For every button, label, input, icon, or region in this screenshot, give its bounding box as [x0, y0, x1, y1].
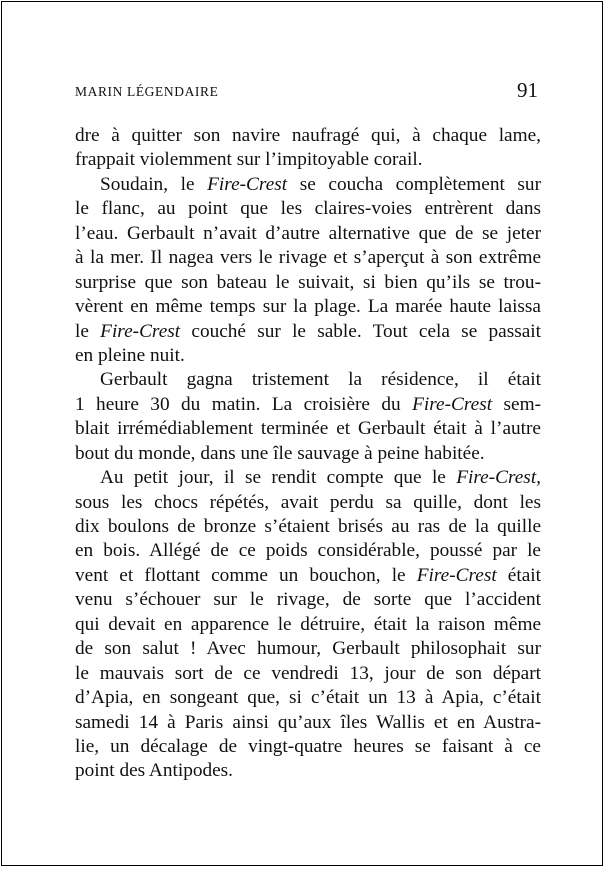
text-line: Gerbault gagna tristement la résidence, il était	[100, 369, 541, 391]
text-line: bout du monde, dans une île sauvage à peine habitée.	[75, 442, 485, 464]
running-head: MARIN LÉGENDAIRE	[75, 84, 219, 99]
paragraph	[75, 368, 541, 466]
text-line: d’Apia, en songeant que, si c’était un 13 à Apia, c’était	[75, 687, 541, 709]
text-line: vent et flottant comme un bouchon, le Fire-Crest était	[75, 564, 541, 586]
page-header	[75, 78, 538, 104]
italic-text: Fire-Crest	[100, 320, 181, 342]
text-line: lie, un décalage de vingt-quatre heures se faisant à ce	[75, 735, 541, 757]
paragraph	[75, 466, 541, 784]
text-line: à la mer. Il nagea vers le rivage et s’aperçut à son extrême	[75, 247, 541, 269]
text-line: samedi 14 à Paris ainsi qu’aux îles Wallis et en Austra-	[75, 711, 541, 733]
text-line: le flanc, au point que les claires-voies entrèrent dans	[75, 198, 541, 220]
text-line: Soudain, le Fire-Crest se coucha complètement sur	[100, 173, 541, 195]
text-line: frappait violemment sur l’impitoyable corail.	[75, 149, 423, 171]
text-line: vèrent en même temps sur la plage. La marée haute laissa	[75, 296, 541, 318]
text-line: en bois. Allégé de ce poids considérable, poussé par le	[75, 540, 541, 562]
text-line: l’eau. Gerbault n’avait d’autre alternative que de se jeter	[75, 222, 541, 244]
text-line: blait irrémédiablement terminée et Gerbault était à l’autre	[75, 418, 541, 440]
text-line: de son salut ! Avec humour, Gerbault philosophait sur	[75, 638, 541, 660]
text-line: 1 heure 30 du matin. La croisière du Fire-Crest sem-	[75, 393, 541, 415]
italic-text: Fire-Crest	[412, 393, 493, 415]
text-line: le mauvais sort de ce vendredi 13, jour de son départ	[75, 662, 541, 684]
text-line: sous les chocs répétés, avait perdu sa quille, dont les	[75, 491, 541, 513]
italic-text: Fire-Crest	[416, 564, 497, 586]
text-line: en pleine nuit.	[75, 344, 185, 366]
italic-text: Fire-Crest,	[456, 467, 541, 489]
body-text	[75, 124, 541, 784]
text-line: dre à quitter son navire naufragé qui, à chaque lame,	[75, 125, 541, 146]
page-number: 91	[517, 78, 538, 102]
italic-text: Fire-Crest	[207, 173, 288, 195]
text-line: Au petit jour, il se rendit compte que le Fire-Crest,	[100, 467, 541, 489]
text-line: qui devait en apparence le détruire, était la raison même	[75, 613, 541, 635]
text-line: venu s’échouer sur le rivage, de sorte que l’accident	[75, 589, 541, 611]
paragraph	[75, 124, 541, 173]
paragraph	[75, 173, 541, 369]
text-line: point des Antipodes.	[75, 760, 233, 782]
text-line: le Fire-Crest couché sur le sable. Tout cela se passait	[75, 320, 541, 342]
text-line: surprise que son bateau le suivait, si bien qu’ils se trou-	[75, 271, 541, 293]
text-line: dix boulons de bronze s’étaient brisés au ras de la quille	[75, 516, 541, 537]
